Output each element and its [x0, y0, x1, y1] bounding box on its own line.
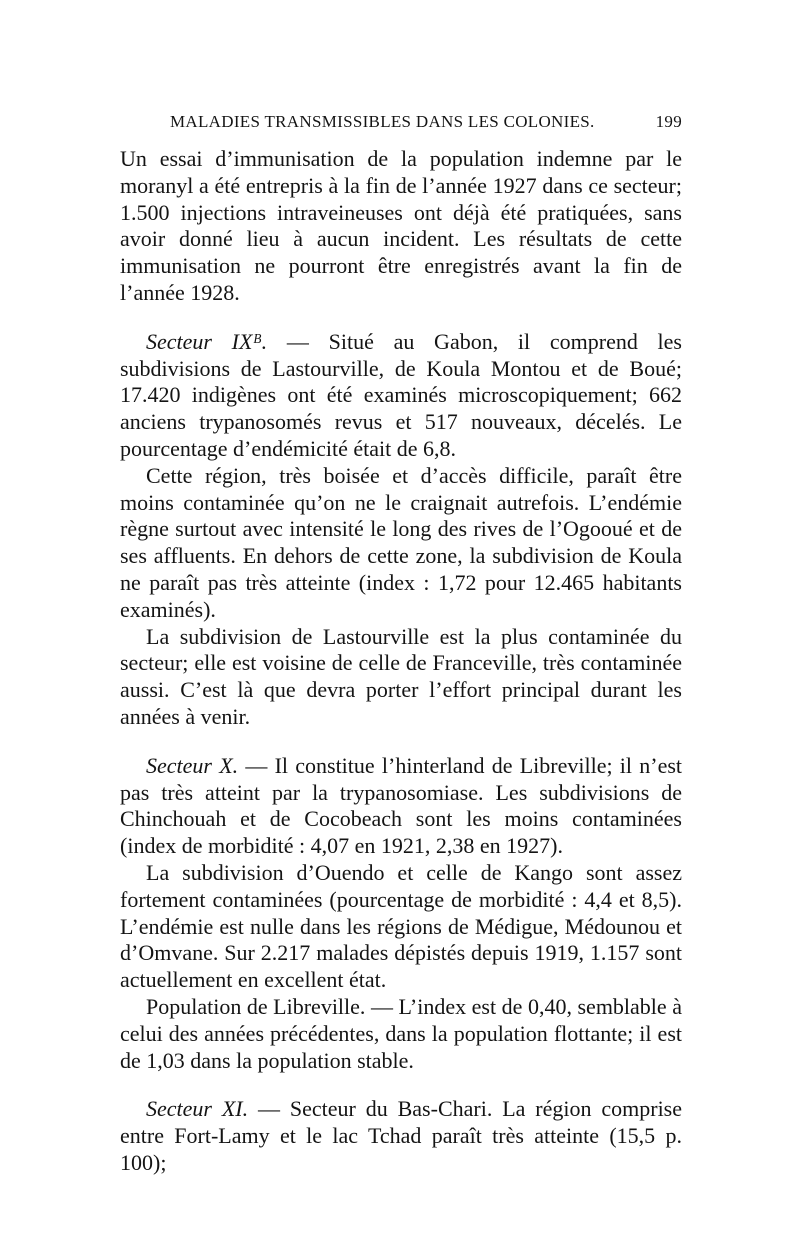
paragraph-text: La subdivision de Lastourville est la plus contaminée du secteur; elle est voisine de celle de Franceville, très contaminée aussi. C’est là que devra porter l’effort principal durant les années à venir. — [120, 623, 682, 729]
paragraph-libreville — [120, 994, 682, 1074]
paragraph-text: — Secteur du Bas-Chari. La région comprise entre Fort-Lamy et le lac Tchad paraît très atteinte (15,5 p. 100); — [120, 1096, 683, 1175]
paragraph-text: — Situé au Gabon, il comprend les subdivisions de Lastourville, de Koula Montou et de Boué; 17.420 indigènes ont été examinés microscopiquement; 662 anciens trypanosomés revus et 517 nouveaux, décelés. Le pourcentage d’endémicité était de 6,8. — [120, 328, 682, 461]
running-header — [120, 112, 682, 146]
paragraph-ouendo-kango — [120, 860, 682, 994]
paragraph-secteur-x — [120, 753, 682, 860]
paragraph-text: La subdivision d’Ouendo et celle de Kango sont assez fortement contaminées (pourcentage de morbidité : 4,4 et 8,5). L’endémie est nulle dans les régions de Médigue, Médounou et d’Omvane. Sur 2.217 malades dépistés depuis 1919, 1.157 sont actuellement en excellent état. — [120, 859, 682, 993]
book-page — [120, 112, 682, 1177]
paragraph-secteur-ixb — [120, 329, 682, 463]
paragraph-immunisation — [120, 146, 682, 307]
paragraph-text: Un essai d’immunisation de la population indemne par le moranyl a été entrepris à la fin de l’année 1927 dans ce secteur; 1.500 injections intraveineuses ont déjà été pratiquées, sans avoir donné lieu à aucun incident. Les résultats de cette immunisation ne pourront être enregistrés avant la fin de l’année 1928. — [120, 146, 682, 305]
paragraph-secteur-xi — [120, 1096, 682, 1176]
running-title: MALADIES TRANSMISSIBLES DANS LES COLONIES. — [170, 112, 595, 131]
paragraph-text: — Il constitue l’hinterland de Libreville; il n’est pas très atteint par la trypanosomiase. Les subdivisions de Chinchouah et de Cocobeach sont les moins contaminées (index de morbidité : 4,07 en 1921, 2,38 en 1927). — [120, 752, 683, 859]
paragraph-text: Cette région, très boisée et d’accès difficile, paraît être moins contaminée qu’on ne le craignait autrefois. L’endémie règne surtout avec intensité le long des rives de l’Ogooué et de ses affluents. En dehors de cette zone, la subdivision de Koula ne paraît pas très atteinte (index : 1,72 pour 12.465 habitants examinés). — [120, 462, 682, 622]
section-label-secteur-x: Secteur X. — [146, 752, 239, 778]
page-number: 199 — [655, 112, 682, 131]
section-label-secteur-xi: Secteur XI. — [146, 1096, 249, 1122]
paragraph-text: Population de Libreville. — L’index est de 0,40, semblable à celui des années précédentes, dans la population flottante; il est de 1,03 dans la population stable. — [120, 993, 682, 1073]
paragraph-region-boisee — [120, 463, 682, 624]
paragraph-lastourville — [120, 624, 682, 731]
section-label-secteur-ixb: Secteur IXᴮ. — [146, 328, 268, 354]
